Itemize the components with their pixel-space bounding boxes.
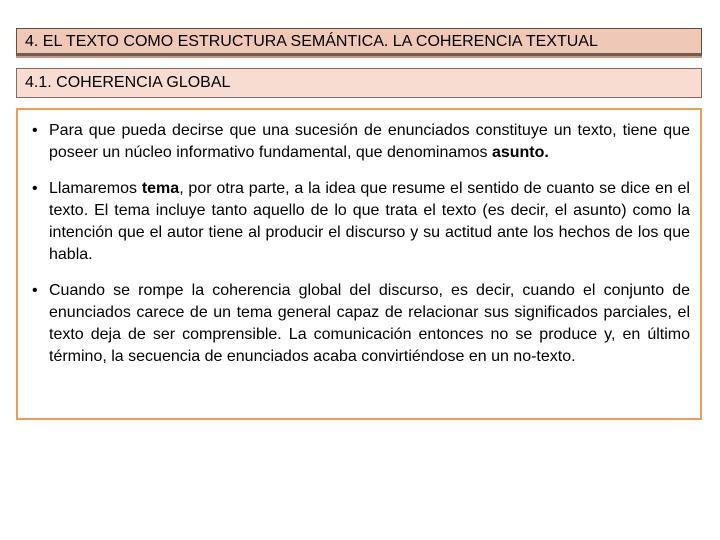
bullet-bold-term: tema [141,180,180,197]
bullet-item-tema [28,178,690,266]
bullet-item-asunto [28,120,690,164]
slide-title: 4. EL TEXTO COMO ESTRUCTURA SEMÁNTICA. LA COHERENCIA TEXTUAL [16,28,702,56]
bullet-lead: Llamaremos [49,180,142,197]
bullet-bold-term: asunto [491,144,545,161]
bullet-text: , por otra parte, a la idea que resume el sentido de cuanto se dice en el texto. El tema incluye tanto aquello de lo que trata el texto (es decir, el asunto) como la intención que el autor tiene al producir el discurso y su actitud ante los hechos de los que habla. [49,180,690,263]
section-heading: 4.1. COHERENCIA GLOBAL [16,68,702,98]
bullet-item-coherencia [28,280,690,368]
bullet-list [28,120,690,368]
bullet-tail: . [544,144,549,161]
bullet-text: Para que pueda decirse que una sucesión de enunciados constituye un texto, tiene que poseer un núcleo informativo fundamental, que denominamos [49,122,690,161]
bullet-text: Cuando se rompe la coherencia global del discurso, es decir, cuando el conjunto de enunciados carece de un tema general capaz de relacionar sus significados parciales, el texto deja de ser comprensible. La comunicación entonces no se produce y, en último término, la secuencia de enunciados acaba convirtiéndose en un no-texto. [49,282,690,365]
content-box [16,108,702,420]
